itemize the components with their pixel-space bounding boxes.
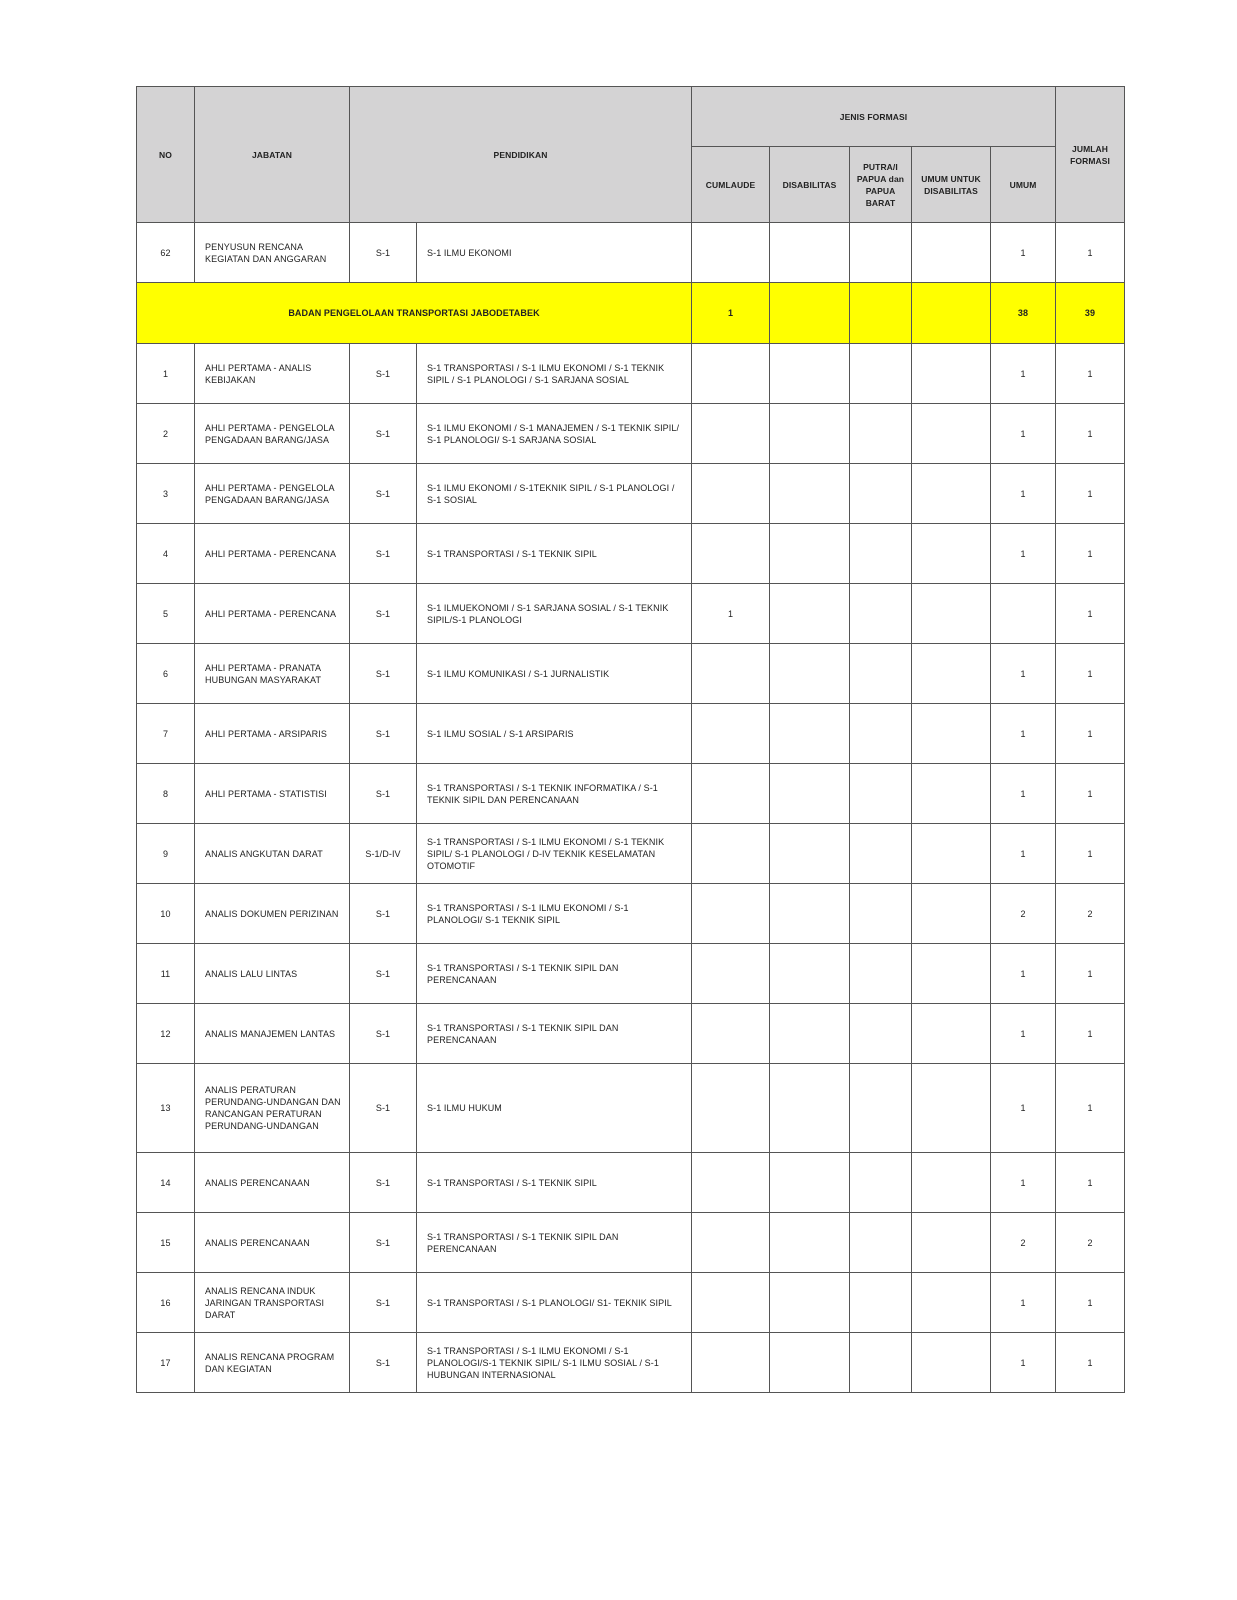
table-row	[137, 884, 1125, 944]
cell-jenjang: S-1	[350, 404, 417, 464]
cell-jumlah: 1	[1056, 644, 1125, 704]
header-jabatan: JABATAN	[195, 87, 350, 223]
cell-jumlah: 1	[1056, 223, 1125, 283]
table-row	[137, 223, 1125, 283]
cell-pendidikan: S-1 TRANSPORTASI / S-1 TEKNIK SIPIL DAN PERENCANAAN	[417, 1004, 692, 1064]
cell-umum: 2	[991, 884, 1056, 944]
group-name: BADAN PENGELOLAAN TRANSPORTASI JABODETABEK	[137, 283, 692, 344]
cell-jenjang: S-1	[350, 464, 417, 524]
cell-cumlaude	[692, 644, 770, 704]
cell-putra-papua	[850, 944, 912, 1004]
cell-no: 9	[137, 824, 195, 884]
cell-jumlah: 1	[1056, 1064, 1125, 1153]
cell-disabilitas	[770, 584, 850, 644]
group-umum: 38	[991, 283, 1056, 344]
cell-umum: 1	[991, 1273, 1056, 1333]
header-umum: UMUM	[991, 147, 1056, 223]
cell-umum: 1	[991, 1004, 1056, 1064]
cell-jumlah: 1	[1056, 704, 1125, 764]
cell-pendidikan: S-1 ILMUEKONOMI / S-1 SARJANA SOSIAL / S-1 TEKNIK SIPIL/S-1 PLANOLOGI	[417, 584, 692, 644]
header-jumlah-formasi: JUMLAH FORMASI	[1056, 87, 1125, 223]
cell-cumlaude	[692, 944, 770, 1004]
cell-cumlaude	[692, 1213, 770, 1273]
table-row	[137, 1064, 1125, 1153]
cell-umum: 1	[991, 344, 1056, 404]
table-row	[137, 1213, 1125, 1273]
cell-cumlaude	[692, 464, 770, 524]
header-no: NO	[137, 87, 195, 223]
cell-jabatan: ANALIS RENCANA PROGRAM DAN KEGIATAN	[195, 1333, 350, 1393]
cell-no: 15	[137, 1213, 195, 1273]
cell-umum-disabilitas	[912, 1213, 991, 1273]
cell-jabatan: ANALIS PERENCANAAN	[195, 1213, 350, 1273]
cell-putra-papua	[850, 764, 912, 824]
cell-pendidikan: S-1 TRANSPORTASI / S-1 PLANOLOGI/ S1- TEKNIK SIPIL	[417, 1273, 692, 1333]
cell-jabatan: ANALIS PERENCANAAN	[195, 1153, 350, 1213]
table-row	[137, 584, 1125, 644]
cell-jenjang: S-1	[350, 764, 417, 824]
cell-umum	[991, 584, 1056, 644]
cell-umum: 1	[991, 704, 1056, 764]
cell-putra-papua	[850, 404, 912, 464]
cell-umum-disabilitas	[912, 1004, 991, 1064]
cell-cumlaude	[692, 524, 770, 584]
cell-jenjang: S-1/D-IV	[350, 824, 417, 884]
cell-jenjang: S-1	[350, 223, 417, 283]
cell-cumlaude	[692, 1004, 770, 1064]
cell-no: 62	[137, 223, 195, 283]
cell-jabatan: AHLI PERTAMA - ARSIPARIS	[195, 704, 350, 764]
table-body	[137, 223, 1125, 1393]
cell-umum-disabilitas	[912, 704, 991, 764]
cell-putra-papua	[850, 824, 912, 884]
cell-umum-disabilitas	[912, 944, 991, 1004]
cell-umum-disabilitas	[912, 824, 991, 884]
cell-umum: 1	[991, 644, 1056, 704]
header-putra-papua: PUTRA/I PAPUA dan PAPUA BARAT	[850, 147, 912, 223]
cell-disabilitas	[770, 764, 850, 824]
cell-no: 10	[137, 884, 195, 944]
cell-umum: 1	[991, 524, 1056, 584]
cell-no: 16	[137, 1273, 195, 1333]
cell-pendidikan: S-1 ILMU HUKUM	[417, 1064, 692, 1153]
cell-umum: 1	[991, 944, 1056, 1004]
cell-jumlah: 1	[1056, 584, 1125, 644]
cell-umum-disabilitas	[912, 223, 991, 283]
cell-jabatan: ANALIS DOKUMEN PERIZINAN	[195, 884, 350, 944]
cell-cumlaude	[692, 1064, 770, 1153]
cell-disabilitas	[770, 1004, 850, 1064]
cell-cumlaude	[692, 764, 770, 824]
header-jenis-formasi: JENIS FORMASI	[692, 87, 1056, 147]
cell-umum: 1	[991, 824, 1056, 884]
cell-pendidikan: S-1 TRANSPORTASI / S-1 ILMU EKONOMI / S-1 TEKNIK SIPIL / S-1 PLANOLOGI / S-1 SARJANA SOSIAL	[417, 344, 692, 404]
table-row	[137, 944, 1125, 1004]
cell-jabatan: AHLI PERTAMA - PENGELOLA PENGADAAN BARANG/JASA	[195, 464, 350, 524]
cell-disabilitas	[770, 824, 850, 884]
cell-jabatan: AHLI PERTAMA - PRANATA HUBUNGAN MASYARAKAT	[195, 644, 350, 704]
cell-jabatan: AHLI PERTAMA - ANALIS KEBIJAKAN	[195, 344, 350, 404]
cell-no: 8	[137, 764, 195, 824]
cell-jumlah: 1	[1056, 944, 1125, 1004]
cell-umum-disabilitas	[912, 1064, 991, 1153]
cell-jenjang: S-1	[350, 344, 417, 404]
cell-no: 6	[137, 644, 195, 704]
table-row	[137, 704, 1125, 764]
cell-disabilitas	[770, 644, 850, 704]
cell-no: 12	[137, 1004, 195, 1064]
cell-jenjang: S-1	[350, 1064, 417, 1153]
cell-no: 17	[137, 1333, 195, 1393]
cell-jenjang: S-1	[350, 644, 417, 704]
cell-jabatan: AHLI PERTAMA - STATISTISI	[195, 764, 350, 824]
cell-pendidikan: S-1 ILMU SOSIAL / S-1 ARSIPARIS	[417, 704, 692, 764]
header-pendidikan: PENDIDIKAN	[350, 87, 692, 223]
cell-cumlaude	[692, 223, 770, 283]
cell-umum-disabilitas	[912, 524, 991, 584]
cell-disabilitas	[770, 524, 850, 584]
cell-pendidikan: S-1 TRANSPORTASI / S-1 ILMU EKONOMI / S-1 TEKNIK SIPIL/ S-1 PLANOLOGI / D-IV TEKNIK KESELAMATAN OTOMOTIF	[417, 824, 692, 884]
cell-disabilitas	[770, 704, 850, 764]
cell-cumlaude	[692, 884, 770, 944]
header-umum-disabilitas: UMUM UNTUK DISABILITAS	[912, 147, 991, 223]
cell-disabilitas	[770, 464, 850, 524]
table-row	[137, 1333, 1125, 1393]
cell-jumlah: 1	[1056, 764, 1125, 824]
group-disabilitas	[770, 283, 850, 344]
table-row	[137, 764, 1125, 824]
cell-putra-papua	[850, 884, 912, 944]
cell-no: 2	[137, 404, 195, 464]
cell-umum-disabilitas	[912, 764, 991, 824]
cell-jumlah: 2	[1056, 1213, 1125, 1273]
cell-putra-papua	[850, 223, 912, 283]
cell-jenjang: S-1	[350, 1153, 417, 1213]
cell-jumlah: 2	[1056, 884, 1125, 944]
cell-pendidikan: S-1 TRANSPORTASI / S-1 TEKNIK SIPIL	[417, 524, 692, 584]
cell-umum: 1	[991, 1064, 1056, 1153]
group-row	[137, 283, 1125, 344]
formasi-table	[136, 86, 1125, 1393]
cell-putra-papua	[850, 644, 912, 704]
cell-jabatan: ANALIS ANGKUTAN DARAT	[195, 824, 350, 884]
cell-disabilitas	[770, 1153, 850, 1213]
group-putra-papua	[850, 283, 912, 344]
cell-jenjang: S-1	[350, 944, 417, 1004]
cell-putra-papua	[850, 1064, 912, 1153]
table-row	[137, 1273, 1125, 1333]
cell-umum-disabilitas	[912, 464, 991, 524]
cell-cumlaude	[692, 404, 770, 464]
cell-cumlaude	[692, 824, 770, 884]
cell-jabatan: PENYUSUN RENCANA KEGIATAN DAN ANGGARAN	[195, 223, 350, 283]
cell-jabatan: AHLI PERTAMA - PERENCANA	[195, 584, 350, 644]
cell-disabilitas	[770, 1333, 850, 1393]
cell-umum-disabilitas	[912, 1153, 991, 1213]
cell-disabilitas	[770, 1213, 850, 1273]
cell-no: 5	[137, 584, 195, 644]
cell-jenjang: S-1	[350, 524, 417, 584]
cell-cumlaude	[692, 1273, 770, 1333]
cell-umum: 1	[991, 1333, 1056, 1393]
cell-disabilitas	[770, 1064, 850, 1153]
cell-umum-disabilitas	[912, 1333, 991, 1393]
cell-umum-disabilitas	[912, 644, 991, 704]
cell-jenjang: S-1	[350, 1333, 417, 1393]
cell-pendidikan: S-1 ILMU EKONOMI / S-1TEKNIK SIPIL / S-1 PLANOLOGI / S-1 SOSIAL	[417, 464, 692, 524]
cell-cumlaude	[692, 344, 770, 404]
cell-disabilitas	[770, 404, 850, 464]
cell-jumlah: 1	[1056, 1153, 1125, 1213]
table-row	[137, 1004, 1125, 1064]
cell-no: 11	[137, 944, 195, 1004]
cell-jumlah: 1	[1056, 824, 1125, 884]
header-cumlaude: CUMLAUDE	[692, 147, 770, 223]
cell-no: 4	[137, 524, 195, 584]
cell-disabilitas	[770, 884, 850, 944]
cell-no: 14	[137, 1153, 195, 1213]
cell-jenjang: S-1	[350, 1004, 417, 1064]
cell-jenjang: S-1	[350, 1213, 417, 1273]
group-jumlah: 39	[1056, 283, 1125, 344]
cell-umum: 2	[991, 1213, 1056, 1273]
cell-pendidikan: S-1 ILMU EKONOMI / S-1 MANAJEMEN / S-1 TEKNIK SIPIL/ S-1 PLANOLOGI/ S-1 SARJANA SOSIAL	[417, 404, 692, 464]
cell-putra-papua	[850, 584, 912, 644]
cell-pendidikan: S-1 TRANSPORTASI / S-1 TEKNIK SIPIL DAN PERENCANAAN	[417, 1213, 692, 1273]
table-row	[137, 524, 1125, 584]
cell-pendidikan: S-1 ILMU KOMUNIKASI / S-1 JURNALISTIK	[417, 644, 692, 704]
cell-putra-papua	[850, 344, 912, 404]
cell-umum: 1	[991, 404, 1056, 464]
cell-no: 1	[137, 344, 195, 404]
cell-umum: 1	[991, 223, 1056, 283]
cell-disabilitas	[770, 1273, 850, 1333]
cell-jabatan: ANALIS RENCANA INDUK JARINGAN TRANSPORTASI DARAT	[195, 1273, 350, 1333]
cell-jumlah: 1	[1056, 1273, 1125, 1333]
table-row	[137, 404, 1125, 464]
cell-disabilitas	[770, 223, 850, 283]
group-cumlaude: 1	[692, 283, 770, 344]
cell-pendidikan: S-1 ILMU EKONOMI	[417, 223, 692, 283]
cell-jenjang: S-1	[350, 1273, 417, 1333]
cell-jumlah: 1	[1056, 464, 1125, 524]
cell-umum-disabilitas	[912, 1273, 991, 1333]
cell-putra-papua	[850, 1004, 912, 1064]
cell-jumlah: 1	[1056, 524, 1125, 584]
header-disabilitas: DISABILITAS	[770, 147, 850, 223]
cell-jumlah: 1	[1056, 344, 1125, 404]
cell-no: 13	[137, 1064, 195, 1153]
table-row	[137, 464, 1125, 524]
cell-putra-papua	[850, 704, 912, 764]
cell-pendidikan: S-1 TRANSPORTASI / S-1 TEKNIK SIPIL	[417, 1153, 692, 1213]
cell-cumlaude	[692, 1333, 770, 1393]
cell-no: 3	[137, 464, 195, 524]
cell-jumlah: 1	[1056, 1333, 1125, 1393]
cell-umum-disabilitas	[912, 344, 991, 404]
cell-jabatan: ANALIS PERATURAN PERUNDANG-UNDANGAN DAN RANCANGAN PERATURAN PERUNDANG-UNDANGAN	[195, 1064, 350, 1153]
cell-disabilitas	[770, 344, 850, 404]
cell-jenjang: S-1	[350, 584, 417, 644]
cell-umum-disabilitas	[912, 884, 991, 944]
table-row	[137, 824, 1125, 884]
cell-jabatan: AHLI PERTAMA - PENGELOLA PENGADAAN BARANG/JASA	[195, 404, 350, 464]
cell-jenjang: S-1	[350, 884, 417, 944]
cell-putra-papua	[850, 464, 912, 524]
cell-pendidikan: S-1 TRANSPORTASI / S-1 TEKNIK SIPIL DAN PERENCANAAN	[417, 944, 692, 1004]
cell-putra-papua	[850, 1273, 912, 1333]
cell-jabatan: ANALIS MANAJEMEN LANTAS	[195, 1004, 350, 1064]
table-header	[137, 87, 1125, 223]
cell-pendidikan: S-1 TRANSPORTASI / S-1 TEKNIK INFORMATIKA / S-1 TEKNIK SIPIL DAN PERENCANAAN	[417, 764, 692, 824]
cell-umum-disabilitas	[912, 404, 991, 464]
cell-putra-papua	[850, 524, 912, 584]
cell-disabilitas	[770, 944, 850, 1004]
cell-cumlaude: 1	[692, 584, 770, 644]
cell-putra-papua	[850, 1213, 912, 1273]
cell-umum: 1	[991, 764, 1056, 824]
cell-jabatan: ANALIS LALU LINTAS	[195, 944, 350, 1004]
cell-putra-papua	[850, 1153, 912, 1213]
cell-cumlaude	[692, 1153, 770, 1213]
cell-jabatan: AHLI PERTAMA - PERENCANA	[195, 524, 350, 584]
group-umum-disabilitas	[912, 283, 991, 344]
cell-pendidikan: S-1 TRANSPORTASI / S-1 ILMU EKONOMI / S-1 PLANOLOGI/ S-1 TEKNIK SIPIL	[417, 884, 692, 944]
table-row	[137, 344, 1125, 404]
cell-cumlaude	[692, 704, 770, 764]
cell-no: 7	[137, 704, 195, 764]
cell-putra-papua	[850, 1333, 912, 1393]
table-row	[137, 644, 1125, 704]
cell-jumlah: 1	[1056, 1004, 1125, 1064]
cell-jumlah: 1	[1056, 404, 1125, 464]
cell-jenjang: S-1	[350, 704, 417, 764]
cell-umum: 1	[991, 464, 1056, 524]
cell-pendidikan: S-1 TRANSPORTASI / S-1 ILMU EKONOMI / S-1 PLANOLOGI/S-1 TEKNIK SIPIL/ S-1 ILMU SOSIAL / S-1 HUBUNGAN INTERNASIONAL	[417, 1333, 692, 1393]
cell-umum: 1	[991, 1153, 1056, 1213]
cell-umum-disabilitas	[912, 584, 991, 644]
table-row	[137, 1153, 1125, 1213]
